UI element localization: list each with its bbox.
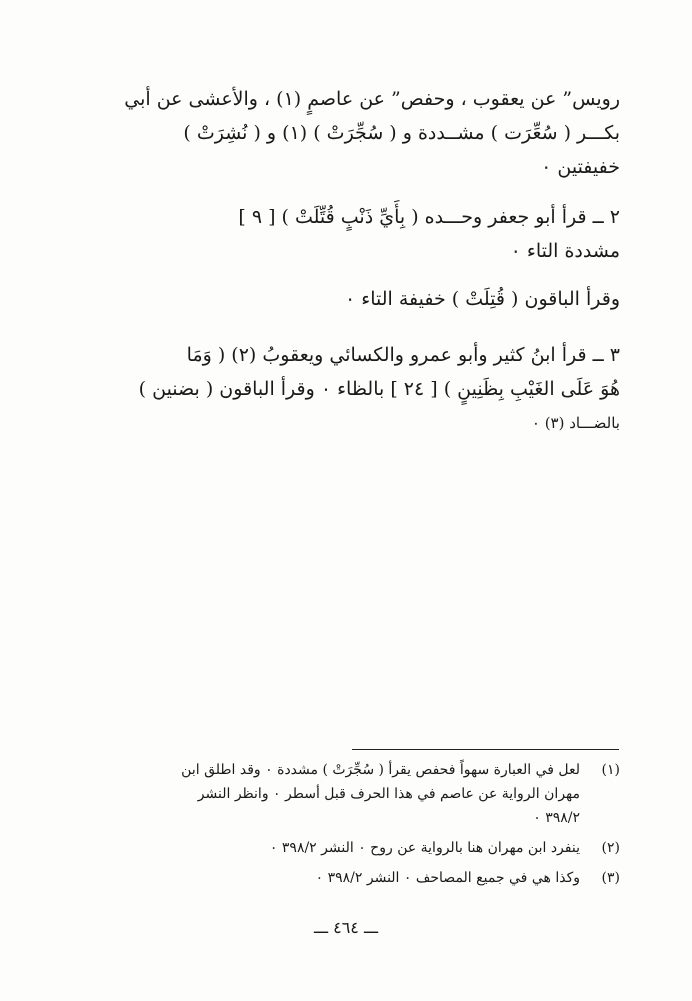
paragraph-2 — [105, 200, 620, 268]
footnote-line: وكذا هي في جميع المصاحف ٠ النشر ٣٩٨/٢ ٠ — [315, 870, 580, 886]
text-line: بالضـــاد (٣) ٠ — [531, 414, 620, 432]
footnote-line: ٣٩٨/٢ ٠ — [533, 810, 580, 826]
footnote-3 — [105, 866, 620, 890]
footnote-line: مهران الرواية عن عاصم في هذا الحرف قبل أسطر ٠ وانظر النشر — [197, 786, 580, 802]
footnote-line: لعل في العبارة سهواً فحفص يقرأ ( سُجِّرَتْ ) مشددة ٠ وقد اطلق ابن — [181, 762, 580, 778]
text-line: بكـــر ( سُعِّرَت ) مشــددة و ( سُجِّرَتْ ) (١) و ( نُشِرَتْ ) — [183, 122, 620, 144]
text-line: ٢ ــ قرأ أبو جعفر وحـــده ( بِأَيِّ ذَنْبٍ قُتِّلَتْ ) [ ٩ ] — [238, 206, 620, 228]
footnote-number: (٣) — [601, 870, 620, 886]
footnote-number: (٢) — [601, 840, 620, 856]
text-line: هُوَ عَلَى الغَيْبِ بِظَنِينٍ ) [ ٢٤ ] بالظاء ٠ وقرأ الباقون ( بضنين ) — [138, 378, 620, 400]
text-line: مشددة التاء ٠ — [510, 240, 620, 262]
footnote-separator — [352, 749, 619, 750]
footnotes — [105, 758, 620, 896]
text-line: وقرأ الباقون ( قُتِلَتْ ) خفيفة التاء ٠ — [345, 288, 620, 310]
text-line: خفيفتين ٠ — [541, 156, 620, 178]
text-line: رويس” عن يعقوب ، وحفص” عن عاصمٍ (١) ، والأعشى عن أبي — [124, 88, 620, 110]
paragraph-4 — [105, 338, 620, 440]
footnote-1 — [105, 758, 620, 830]
page-number: ـــ ٤٦٤ ـــ — [313, 918, 379, 937]
footnote-line: ينفرد ابن مهران هنا بالرواية عن روح ٠ النشر ٣٩٨/٢ ٠ — [269, 840, 580, 856]
text-line: ٣ ــ قرأ ابنُ كثير وأبو عمرو والكسائي ويعقوبُ (٢) ( وَمَا — [186, 344, 620, 366]
footnote-2 — [105, 836, 620, 860]
footnote-number: (١) — [601, 762, 620, 778]
paragraph-1 — [105, 82, 620, 184]
paragraph-3 — [105, 282, 620, 316]
